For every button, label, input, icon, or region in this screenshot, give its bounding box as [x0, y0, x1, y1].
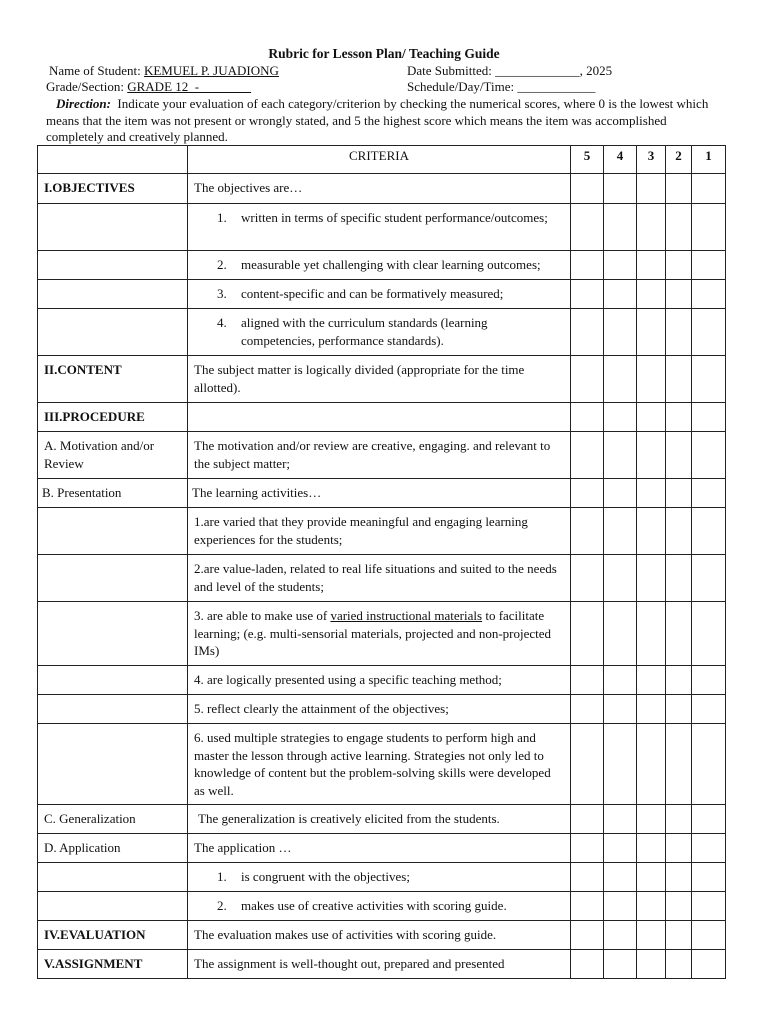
score-cell-5[interactable]	[571, 602, 604, 666]
direction-text: Indicate your evaluation of each category/criterion by checking the numerical scores, where 0 is the lowest which means that the item was not present or wrongly stated, and 5 the highest score which means the item was accomplished completely and creatively planned.	[46, 96, 709, 144]
table-row	[38, 695, 726, 724]
table-row	[38, 602, 726, 666]
score-header-4: 4	[604, 146, 637, 174]
criterion-cell	[188, 863, 571, 892]
criterion-cell: The application …	[188, 834, 571, 863]
score-cell-1[interactable]	[692, 555, 726, 602]
criterion-cell	[188, 204, 571, 251]
criterion-cell: 6. used multiple strategies to engage students to perform high and master the lesson through active learning. Strategies not only led to knowledge of content but the problem-solving skills were developed as well.	[188, 724, 571, 805]
category-cell	[38, 204, 188, 251]
score-cell-1[interactable]	[692, 834, 726, 863]
schedule-line: Schedule/Day/Time: ____________	[407, 79, 596, 94]
table-row	[38, 204, 726, 251]
criterion-cell: 1.are varied that they provide meaningful and engaging learning experiences for the students;	[188, 508, 571, 555]
score-cell-1[interactable]	[692, 309, 726, 356]
score-cell-3[interactable]	[637, 921, 666, 950]
category-cell	[38, 666, 188, 695]
score-cell-1[interactable]	[692, 892, 726, 921]
score-cell-3[interactable]	[637, 892, 666, 921]
table-row	[38, 174, 726, 204]
criterion-cell: The generalization is creatively elicited from the students.	[188, 805, 571, 834]
table-row	[38, 432, 726, 479]
blank-header-cell	[38, 146, 188, 174]
score-cell-3[interactable]	[637, 602, 666, 666]
category-cell: A. Motivation and/or Review	[38, 432, 188, 479]
score-cell-4[interactable]	[604, 921, 637, 950]
item-text: content-specific and can be formatively measured;	[241, 286, 504, 301]
score-cell-5[interactable]	[571, 805, 604, 834]
score-header-3: 3	[637, 146, 666, 174]
score-cell-5[interactable]	[571, 921, 604, 950]
score-cell-3[interactable]	[637, 403, 666, 432]
score-cell-5[interactable]	[571, 403, 604, 432]
score-header-1: 1	[692, 146, 726, 174]
score-cell-5[interactable]	[571, 356, 604, 403]
score-cell-2[interactable]	[666, 174, 692, 204]
category-cell	[38, 695, 188, 724]
score-cell-5[interactable]	[571, 724, 604, 805]
score-cell-3[interactable]	[637, 508, 666, 555]
score-cell-4[interactable]	[604, 251, 637, 280]
score-cell-3[interactable]	[637, 432, 666, 479]
score-cell-1[interactable]	[692, 724, 726, 805]
date-submitted: Date Submitted: _____________, 2025	[407, 63, 613, 78]
criterion-cell	[188, 280, 571, 309]
score-cell-3[interactable]	[637, 280, 666, 309]
score-cell-4[interactable]	[604, 479, 637, 508]
document-title: Rubric for Lesson Plan/ Teaching Guide	[268, 46, 500, 61]
score-cell-4[interactable]	[604, 309, 637, 356]
criterion-cell: The objectives are…	[188, 174, 571, 204]
criterion-cell: The assignment is well-thought out, prepared and presented	[188, 950, 571, 979]
category-cell	[38, 863, 188, 892]
score-cell-2[interactable]	[666, 695, 692, 724]
score-cell-2[interactable]	[666, 555, 692, 602]
score-cell-5[interactable]	[571, 309, 604, 356]
category-cell: I.OBJECTIVES	[38, 174, 188, 204]
category-cell: C. Generalization	[38, 805, 188, 834]
score-cell-4[interactable]	[604, 666, 637, 695]
score-cell-5[interactable]	[571, 204, 604, 251]
criterion-cell: The evaluation makes use of activities with scoring guide.	[188, 921, 571, 950]
grade-section-line	[46, 79, 251, 95]
criterion-cell	[188, 403, 571, 432]
student-name-label: Name of Student:	[49, 63, 144, 78]
score-cell-4[interactable]	[604, 508, 637, 555]
score-cell-3[interactable]	[637, 666, 666, 695]
item-text: makes use of creative activities with scoring guide.	[241, 898, 507, 913]
table-row	[38, 724, 726, 805]
score-cell-5[interactable]	[571, 508, 604, 555]
score-cell-1[interactable]	[692, 921, 726, 950]
score-cell-4[interactable]	[604, 892, 637, 921]
score-cell-2[interactable]	[666, 921, 692, 950]
score-cell-1[interactable]	[692, 403, 726, 432]
table-row	[38, 280, 726, 309]
score-cell-5[interactable]	[571, 280, 604, 309]
criterion-text: 3. are able to make use of	[194, 608, 331, 623]
category-cell: II.CONTENT	[38, 356, 188, 403]
score-cell-4[interactable]	[604, 280, 637, 309]
item-number: 3.	[217, 286, 227, 301]
criterion-cell	[188, 309, 571, 356]
score-cell-3[interactable]	[637, 309, 666, 356]
criterion-text: to facilitate learning; (e.g. multi-sensorial materials, projected and non-projected IMs)	[194, 608, 552, 658]
table-row	[38, 950, 726, 979]
score-header-2: 2	[666, 146, 692, 174]
category-cell	[38, 724, 188, 805]
score-cell-5[interactable]	[571, 892, 604, 921]
category-cell: IV.EVALUATION	[38, 921, 188, 950]
score-cell-4[interactable]	[604, 204, 637, 251]
score-cell-2[interactable]	[666, 805, 692, 834]
score-cell-1[interactable]	[692, 695, 726, 724]
criterion-cell: 4. are logically presented using a specific teaching method;	[188, 666, 571, 695]
table-row	[38, 863, 726, 892]
score-cell-3[interactable]	[637, 724, 666, 805]
score-cell-5[interactable]	[571, 479, 604, 508]
category-cell: V.ASSIGNMENT	[38, 950, 188, 979]
criterion-cell: 2.are value-laden, related to real life situations and suited to the needs and level of the students;	[188, 555, 571, 602]
table-row	[38, 356, 726, 403]
score-cell-1[interactable]	[692, 251, 726, 280]
score-cell-3[interactable]	[637, 805, 666, 834]
category-cell	[38, 555, 188, 602]
score-cell-3[interactable]	[637, 479, 666, 508]
direction-paragraph: Direction: Indicate your evaluation of each category/criterion by checking the numerical scores, where 0 is the lowest which means that the item was not present or wrongly stated, and 5 the highest score which means the item was accomplished completely and creatively planned.	[46, 96, 709, 144]
score-cell-1[interactable]	[692, 174, 726, 204]
item-number: 4.	[217, 315, 227, 330]
table-row	[38, 834, 726, 863]
score-cell-2[interactable]	[666, 508, 692, 555]
criterion-cell: The subject matter is logically divided (appropriate for the time allotted).	[188, 356, 571, 403]
category-cell	[38, 602, 188, 666]
item-text: measurable yet challenging with clear learning outcomes;	[241, 257, 541, 272]
score-cell-2[interactable]	[666, 204, 692, 251]
score-cell-5[interactable]	[571, 834, 604, 863]
category-cell	[38, 892, 188, 921]
score-cell-3[interactable]	[637, 695, 666, 724]
category-cell	[38, 508, 188, 555]
criterion-cell: The learning activities…	[188, 479, 571, 508]
score-cell-2[interactable]	[666, 309, 692, 356]
table-row	[38, 479, 726, 508]
score-cell-4[interactable]	[604, 403, 637, 432]
score-cell-3[interactable]	[637, 834, 666, 863]
score-cell-2[interactable]	[666, 863, 692, 892]
criterion-cell: 5. reflect clearly the attainment of the objectives;	[188, 695, 571, 724]
underlined-phrase: varied instructional materials	[330, 608, 483, 623]
score-cell-5[interactable]	[571, 251, 604, 280]
score-cell-3[interactable]	[637, 356, 666, 403]
score-cell-4[interactable]	[604, 863, 637, 892]
item-text: is congruent with the objectives;	[241, 869, 410, 884]
score-cell-2[interactable]	[666, 666, 692, 695]
item-number: 1.	[217, 869, 227, 884]
score-cell-4[interactable]	[604, 834, 637, 863]
score-cell-2[interactable]	[666, 432, 692, 479]
table-row	[38, 403, 726, 432]
criteria-header: CRITERIA	[188, 146, 571, 174]
grade-section-value: GRADE 12 -	[127, 79, 252, 94]
score-cell-1[interactable]	[692, 280, 726, 309]
item-text: aligned with the curriculum standards (learning competencies, performance standards).	[241, 315, 488, 348]
score-cell-5[interactable]	[571, 666, 604, 695]
score-cell-4[interactable]	[604, 724, 637, 805]
category-cell	[38, 251, 188, 280]
score-cell-1[interactable]	[692, 204, 726, 251]
score-cell-2[interactable]	[666, 280, 692, 309]
table-row	[38, 555, 726, 602]
score-cell-2[interactable]	[666, 724, 692, 805]
category-cell	[38, 280, 188, 309]
score-cell-2[interactable]	[666, 251, 692, 280]
table-row	[38, 508, 726, 555]
score-cell-1[interactable]	[692, 950, 726, 979]
score-cell-2[interactable]	[666, 479, 692, 508]
score-cell-1[interactable]	[692, 479, 726, 508]
rubric-table	[37, 145, 726, 979]
score-cell-3[interactable]	[637, 863, 666, 892]
score-cell-4[interactable]	[604, 695, 637, 724]
score-cell-1[interactable]	[692, 863, 726, 892]
category-cell: III.PROCEDURE	[38, 403, 188, 432]
score-cell-1[interactable]	[692, 508, 726, 555]
score-cell-2[interactable]	[666, 892, 692, 921]
score-cell-3[interactable]	[637, 174, 666, 204]
item-number: 2.	[217, 898, 227, 913]
table-row	[38, 251, 726, 280]
score-cell-3[interactable]	[637, 555, 666, 602]
score-cell-5[interactable]	[571, 695, 604, 724]
score-cell-5[interactable]	[571, 863, 604, 892]
table-row	[38, 805, 726, 834]
student-name-line	[49, 63, 279, 79]
grade-section-label: Grade/Section:	[46, 79, 128, 94]
item-number: 2.	[217, 257, 227, 272]
score-cell-5[interactable]	[571, 950, 604, 979]
score-cell-2[interactable]	[666, 950, 692, 979]
table-row	[38, 921, 726, 950]
score-cell-1[interactable]	[692, 356, 726, 403]
score-cell-1[interactable]	[692, 432, 726, 479]
score-cell-1[interactable]	[692, 602, 726, 666]
score-cell-5[interactable]	[571, 555, 604, 602]
category-cell: B. Presentation	[38, 479, 188, 508]
score-cell-2[interactable]	[666, 834, 692, 863]
item-text: written in terms of specific student performance/outcomes;	[241, 210, 548, 225]
score-cell-2[interactable]	[666, 403, 692, 432]
score-cell-2[interactable]	[666, 356, 692, 403]
score-cell-2[interactable]	[666, 602, 692, 666]
table-row	[38, 892, 726, 921]
score-cell-5[interactable]	[571, 174, 604, 204]
table-row	[38, 666, 726, 695]
score-cell-4[interactable]	[604, 555, 637, 602]
score-cell-4[interactable]	[604, 950, 637, 979]
score-cell-1[interactable]	[692, 805, 726, 834]
criterion-cell	[188, 251, 571, 280]
header-row	[38, 146, 726, 174]
score-header-5: 5	[571, 146, 604, 174]
criterion-cell: The motivation and/or review are creative, engaging. and relevant to the subject matter;	[188, 432, 571, 479]
score-cell-5[interactable]	[571, 432, 604, 479]
score-cell-1[interactable]	[692, 666, 726, 695]
score-cell-3[interactable]	[637, 204, 666, 251]
criterion-cell	[188, 602, 571, 666]
direction-label: Direction	[56, 96, 107, 111]
score-cell-3[interactable]	[637, 251, 666, 280]
criterion-cell	[188, 892, 571, 921]
score-cell-4[interactable]	[604, 356, 637, 403]
item-number: 1.	[217, 210, 227, 225]
score-cell-4[interactable]	[604, 602, 637, 666]
table-row	[38, 309, 726, 356]
category-cell	[38, 309, 188, 356]
score-cell-4[interactable]	[604, 174, 637, 204]
score-cell-3[interactable]	[637, 950, 666, 979]
score-cell-4[interactable]	[604, 805, 637, 834]
score-cell-4[interactable]	[604, 432, 637, 479]
category-cell: D. Application	[38, 834, 188, 863]
student-name-value: KEMUEL P. JUADIONG	[143, 63, 279, 78]
